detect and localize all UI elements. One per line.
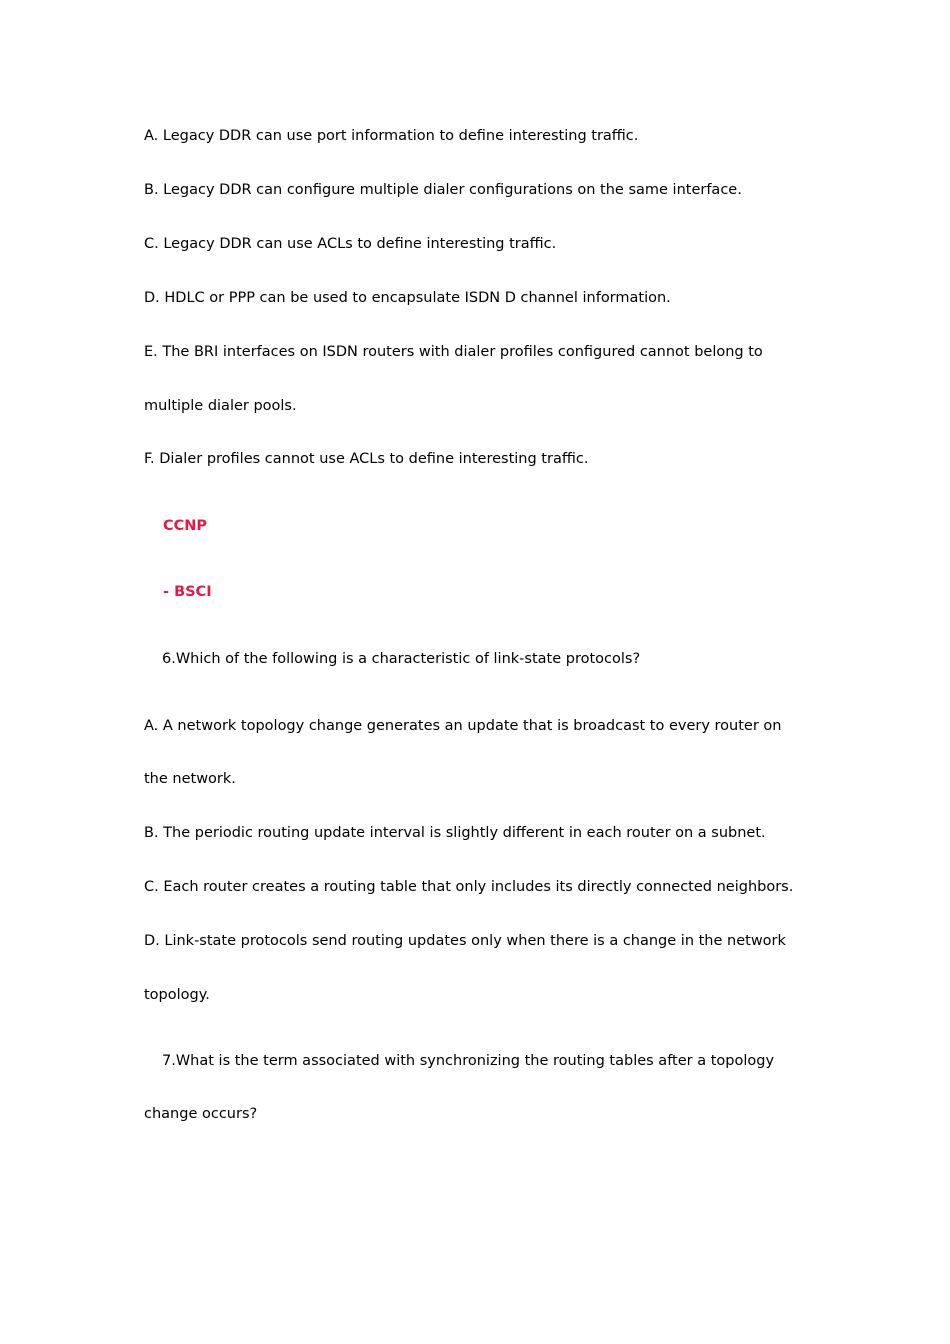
option-e-bri-interfaces: E. The BRI interfaces on ISDN routers with dialer profiles configured cannot belong to [144, 344, 763, 360]
heading-ccnp: CCNP [163, 518, 208, 534]
option-f-dialer-profiles: F. Dialer profiles cannot use ACLs to define interesting traffic. [144, 451, 589, 467]
q6-option-d: D. Link-state protocols send routing updates only when there is a change in the network [144, 933, 786, 949]
question-7-prompt: 7.What is the term associated with synchronizing the routing tables after a topology [162, 1053, 775, 1069]
q6-option-d-continuation: topology. [144, 987, 210, 1003]
question-6-prompt: 6.Which of the following is a characteristic of link-state protocols? [162, 651, 641, 667]
q6-option-c: C. Each router creates a routing table that only includes its directly connected neighbors. [144, 879, 794, 895]
q6-option-b: B. The periodic routing update interval is slightly different in each router on a subnet. [144, 825, 766, 841]
heading-bsci: - BSCI [163, 584, 212, 600]
q6-option-a: A. A network topology change generates an update that is broadcast to every router on [144, 718, 782, 734]
option-e-continuation: multiple dialer pools. [144, 398, 297, 414]
question-7-prompt-continuation: change occurs? [144, 1106, 258, 1122]
option-a-legacy-ddr-port: A. Legacy DDR can use port information to define interesting traffic. [144, 128, 639, 144]
option-c-legacy-ddr-acls: C. Legacy DDR can use ACLs to define interesting traffic. [144, 236, 557, 252]
q6-option-a-continuation: the network. [144, 771, 236, 787]
option-b-legacy-ddr-multiple: B. Legacy DDR can configure multiple dialer configurations on the same interface. [144, 182, 742, 198]
option-d-hdlc-ppp: D. HDLC or PPP can be used to encapsulate ISDN D channel information. [144, 290, 671, 306]
